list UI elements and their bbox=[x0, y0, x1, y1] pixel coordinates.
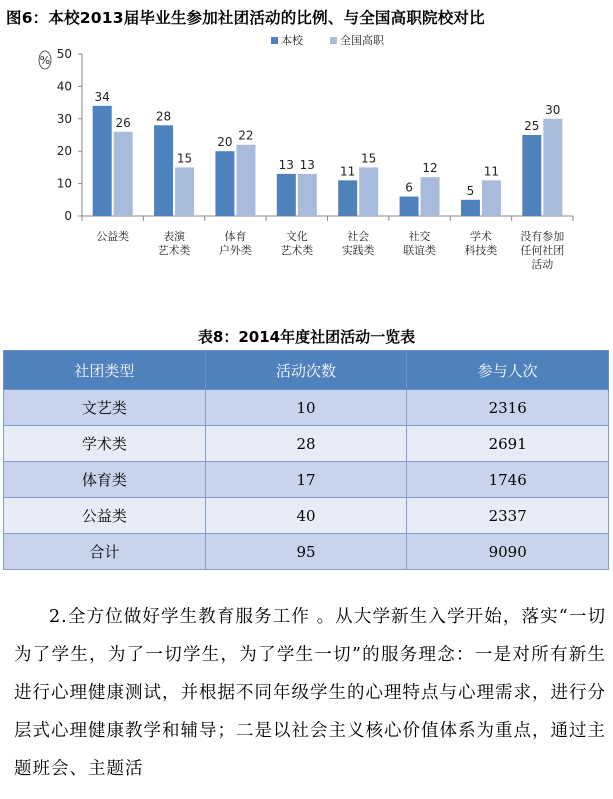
table-row bbox=[4, 462, 609, 498]
bar-chart bbox=[0, 0, 613, 320]
y-tick-label: 50 bbox=[56, 47, 72, 61]
data-label: 12 bbox=[422, 161, 438, 176]
legend-swatch bbox=[330, 37, 337, 44]
x-tick-label: 表演 bbox=[163, 230, 186, 243]
x-tick-label: 任何社团 bbox=[520, 244, 565, 257]
cell-participants: 2316 bbox=[407, 390, 609, 426]
figure-title: 图6：本校2013届毕业生参加社团活动的比例、与全国高职院校对比 bbox=[6, 9, 485, 27]
bar-school bbox=[93, 106, 112, 216]
bar-school bbox=[522, 135, 541, 216]
table-row bbox=[4, 426, 609, 462]
cell-count: 40 bbox=[205, 498, 407, 534]
data-label: 11 bbox=[340, 164, 356, 179]
x-tick-label: 活动 bbox=[531, 258, 554, 271]
y-tick-label: 40 bbox=[56, 79, 72, 94]
x-tick-label: 体育 bbox=[224, 230, 247, 243]
data-label: 5 bbox=[466, 183, 475, 198]
club-activity-table bbox=[3, 350, 609, 570]
data-label: 6 bbox=[405, 180, 413, 195]
data-label: 26 bbox=[115, 115, 131, 130]
x-tick-label: 科技类 bbox=[464, 244, 498, 257]
x-tick-label: 学术 bbox=[469, 230, 492, 243]
cell-participants: 1746 bbox=[407, 462, 609, 498]
y-axis-label: % bbox=[39, 54, 51, 67]
data-label: 34 bbox=[94, 89, 110, 104]
bar-national bbox=[359, 167, 378, 216]
bar-national bbox=[482, 180, 501, 216]
table-total-row bbox=[4, 534, 609, 570]
cell-participants: 9090 bbox=[407, 534, 609, 570]
x-tick-label: 社交 bbox=[408, 230, 431, 243]
bar-national bbox=[175, 167, 194, 216]
data-label: 25 bbox=[524, 119, 540, 133]
legend-swatch bbox=[271, 37, 278, 44]
bar-school bbox=[338, 180, 357, 216]
data-label: 20 bbox=[217, 135, 233, 150]
cell-type: 公益类 bbox=[4, 498, 206, 534]
header-participants: 参与人次 bbox=[407, 351, 609, 390]
paragraph: 2.全方位做好学生教育服务工作 。从大学新生入学开始，落实“一切为了学生，为了一切学生，为了学生一切”的服务理念：一是对所有新生进行心理健康测试，并根据不同年级学生的心理特点与心理需求，进行分层式心理健康教学和辅导；二是以社会主义核心价值体系为重点，通过主题班会、主题活 bbox=[14, 607, 606, 779]
cell-count: 10 bbox=[205, 390, 407, 426]
cell-type: 合计 bbox=[4, 534, 206, 570]
bar-school bbox=[461, 200, 480, 216]
table-row bbox=[4, 390, 609, 426]
data-label: 11 bbox=[483, 164, 500, 179]
x-tick-label: 公益类 bbox=[96, 230, 130, 243]
bar-national bbox=[236, 145, 255, 216]
cell-type: 学术类 bbox=[4, 426, 206, 462]
bar-school bbox=[154, 125, 173, 216]
table-header-row bbox=[4, 351, 609, 390]
y-tick-label: 30 bbox=[56, 111, 72, 126]
y-tick-label: 20 bbox=[56, 144, 72, 159]
cell-count: 17 bbox=[205, 462, 407, 498]
x-tick-label: 文化 bbox=[285, 230, 308, 243]
data-label: 13 bbox=[278, 157, 294, 172]
data-label: 15 bbox=[176, 151, 193, 166]
bar-school bbox=[215, 151, 234, 216]
y-tick-label: 10 bbox=[56, 176, 72, 191]
cell-count: 95 bbox=[205, 534, 407, 570]
bar-school bbox=[277, 174, 296, 216]
data-label: 15 bbox=[361, 151, 377, 166]
x-tick-label: 没有参加 bbox=[520, 230, 565, 243]
data-label: 13 bbox=[299, 157, 315, 172]
data-label: 30 bbox=[545, 102, 561, 117]
data-label: 28 bbox=[155, 109, 172, 124]
body-text bbox=[14, 598, 606, 788]
cell-participants: 2691 bbox=[407, 426, 609, 462]
x-tick-label: 户外类 bbox=[218, 244, 252, 257]
bar-school bbox=[400, 197, 419, 216]
cell-participants: 2337 bbox=[407, 498, 609, 534]
x-tick-label: 艺术类 bbox=[280, 244, 314, 257]
x-tick-label: 社会 bbox=[347, 230, 370, 243]
bar-national bbox=[543, 119, 562, 216]
header-activity-count: 活动次数 bbox=[205, 351, 407, 390]
cell-count: 28 bbox=[205, 426, 407, 462]
bar-national bbox=[421, 177, 440, 216]
cell-type: 文艺类 bbox=[4, 390, 206, 426]
y-tick-label: 0 bbox=[64, 209, 72, 223]
x-tick-label: 联谊类 bbox=[403, 244, 437, 257]
x-tick-label: 艺术类 bbox=[157, 244, 191, 257]
cell-type: 体育类 bbox=[4, 462, 206, 498]
table-caption: 表8：2014年度社团活动一览表 bbox=[197, 328, 416, 346]
bar-national bbox=[298, 174, 317, 216]
header-club-type: 社团类型 bbox=[4, 351, 206, 390]
legend-label: 本校 bbox=[281, 34, 303, 47]
table-row bbox=[4, 498, 609, 534]
legend-label: 全国高职 bbox=[340, 34, 384, 47]
bar-national bbox=[114, 132, 133, 216]
data-label: 22 bbox=[238, 128, 254, 143]
x-tick-label: 实践类 bbox=[341, 244, 375, 257]
